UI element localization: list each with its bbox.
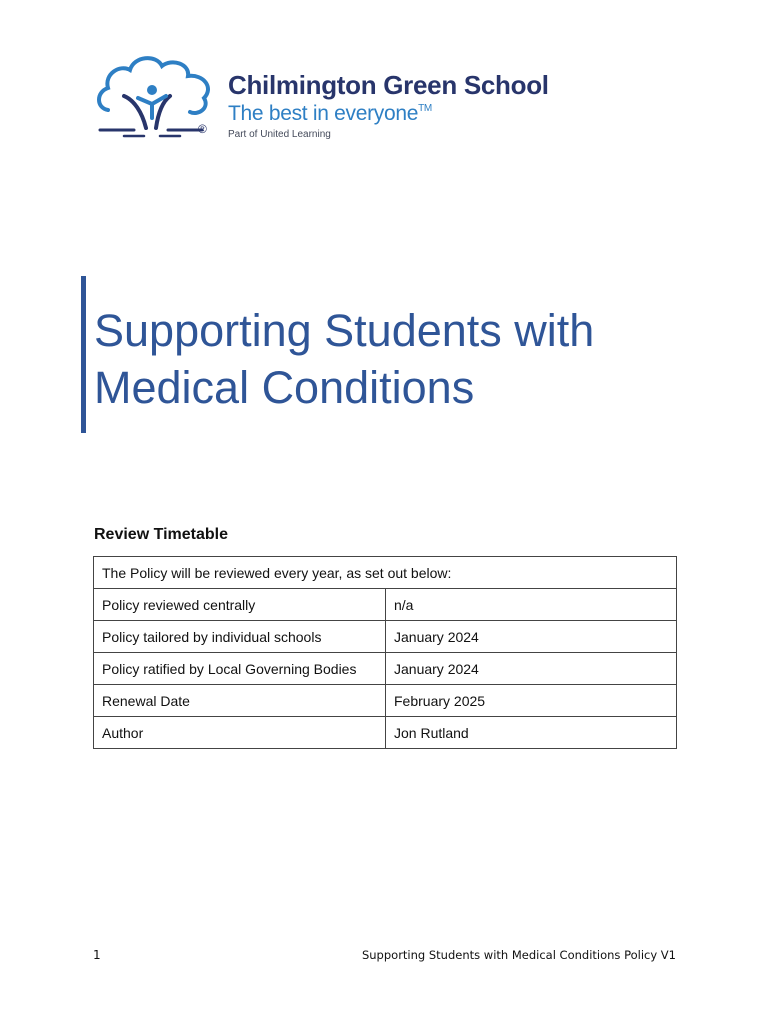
row-label: Policy ratified by Local Governing Bodies	[94, 653, 386, 685]
table-intro-row	[94, 557, 677, 589]
school-tagline	[228, 102, 432, 126]
table-row	[94, 717, 677, 749]
trademark-mark: TM	[418, 103, 432, 114]
table-intro-cell: The Policy will be reviewed every year, as set out below:	[94, 557, 677, 589]
row-label: Policy tailored by individual schools	[94, 621, 386, 653]
footer-document-name: Supporting Students with Medical Conditions Policy V1	[361, 948, 676, 962]
review-timetable-heading: Review Timetable	[94, 526, 228, 543]
school-affiliation: Part of United Learning	[228, 129, 331, 140]
review-timetable-table	[93, 556, 677, 749]
row-label: Policy reviewed centrally	[94, 589, 386, 621]
registered-mark: ®	[198, 122, 207, 136]
table-row	[94, 589, 677, 621]
row-value: January 2024	[386, 653, 677, 685]
school-name: Chilmington Green School	[228, 70, 549, 100]
row-value: February 2025	[386, 685, 677, 717]
table-row	[94, 685, 677, 717]
title-line-2: Medical Conditions	[94, 362, 475, 413]
row-label: Author	[94, 717, 386, 749]
row-label: Renewal Date	[94, 685, 386, 717]
row-value: n/a	[386, 589, 677, 621]
table-row	[94, 653, 677, 685]
document-title	[94, 302, 734, 416]
tagline-text: The best in everyone	[228, 102, 419, 125]
page-number: 1	[93, 948, 101, 962]
title-accent-bar	[81, 276, 86, 433]
school-logo	[94, 52, 554, 144]
row-value: Jon Rutland	[386, 717, 677, 749]
table-row	[94, 621, 677, 653]
row-value: January 2024	[386, 621, 677, 653]
title-line-1: Supporting Students with	[94, 305, 595, 356]
